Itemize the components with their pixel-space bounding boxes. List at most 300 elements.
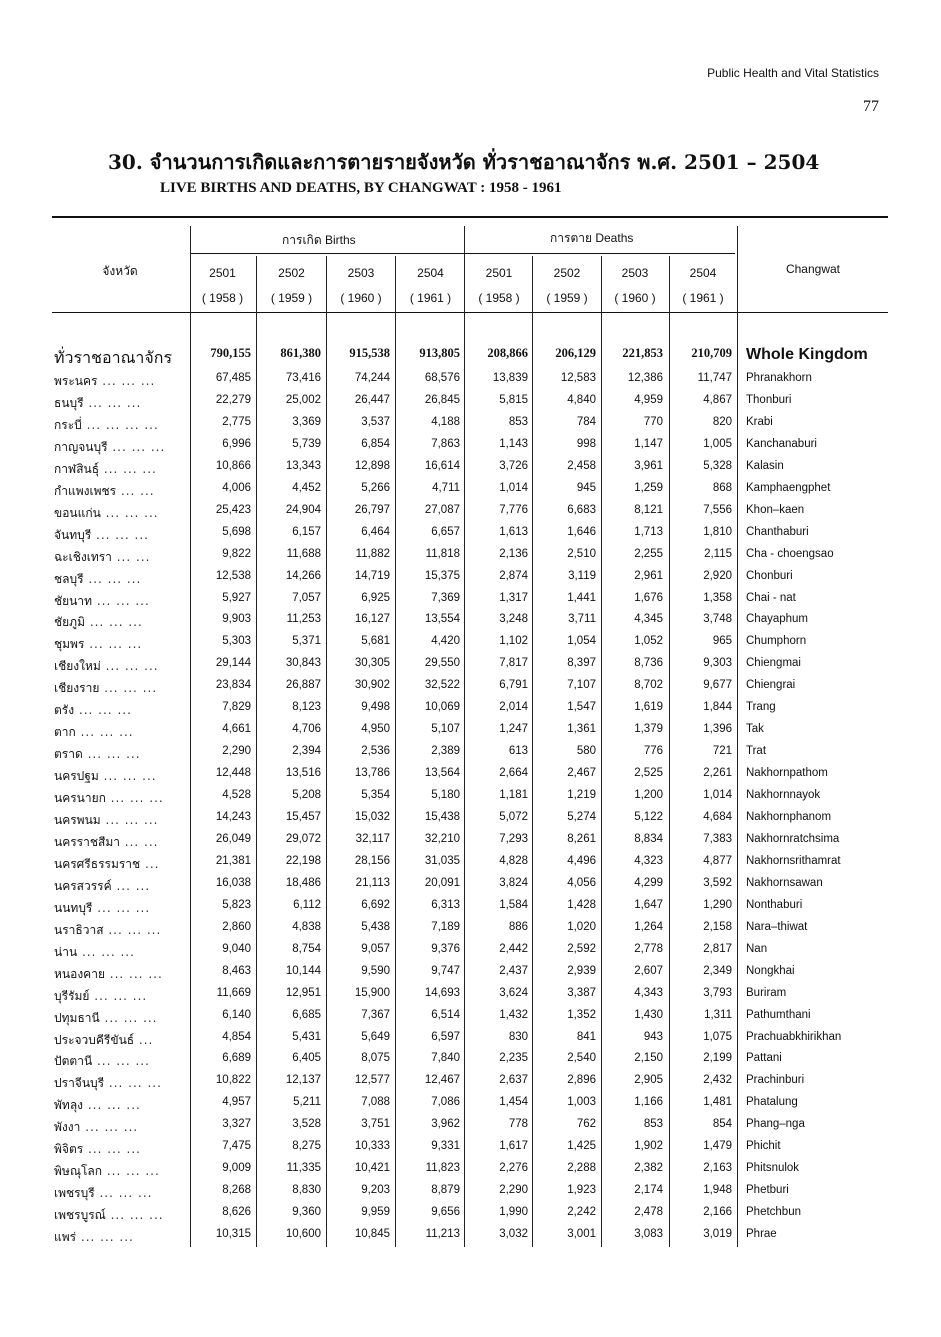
births-cell: 9,360 — [292, 1206, 321, 1219]
leader-dots: ... ... ... — [107, 439, 166, 454]
births-cell: 15,457 — [285, 811, 321, 823]
leader-dots: ... ... ... — [85, 615, 143, 630]
deaths-cell: 945 — [576, 481, 596, 494]
row-label-thai — [54, 460, 186, 479]
deaths-cell: 1,290 — [703, 898, 732, 911]
births-cell: 11,335 — [286, 1162, 321, 1175]
year-header-ce: ( 1959 ) — [546, 291, 588, 305]
births-cell: 5,371 — [292, 635, 321, 648]
table-row — [0, 372, 941, 394]
row-label-thai — [54, 1206, 186, 1225]
births-cell: 7,840 — [431, 1052, 460, 1065]
row-label-thai — [54, 943, 186, 962]
row-label-thai — [54, 987, 186, 1006]
row-label-english: Trang — [746, 701, 776, 714]
year-header-be: 2503 — [347, 266, 375, 280]
births-cell: 21,381 — [215, 854, 251, 867]
table-row — [0, 592, 941, 614]
deaths-cell: 7,776 — [499, 503, 528, 516]
row-label-english: Krabi — [746, 415, 773, 428]
births-cell: 6,854 — [361, 437, 390, 450]
deaths-cell: 1,479 — [703, 1140, 732, 1153]
deaths-cell: 7,107 — [567, 679, 596, 692]
row-label-english: Nakhornnayok — [746, 789, 821, 802]
table-title-thai: 30. จำนวนการเกิดและการตายรายจังหวัด ทั่วราชอาณาจักร พ.ศ. 2501 – 2504 — [108, 150, 820, 174]
births-cell: 14,719 — [354, 569, 390, 582]
leader-dots: ... ... ... — [92, 900, 151, 915]
changwat-name-thai: ตรัง — [54, 703, 75, 718]
births-cell: 7,829 — [222, 701, 251, 714]
changwat-name-thai: ธนบุรี — [54, 395, 84, 410]
births-cell: 6,692 — [361, 898, 390, 911]
deaths-cell: 1,619 — [634, 701, 663, 714]
births-cell: 5,431 — [292, 1030, 321, 1043]
deaths-cell: 2,276 — [499, 1162, 528, 1175]
births-cell: 27,087 — [424, 503, 460, 516]
table-row — [0, 416, 941, 438]
deaths-cell: 1,054 — [567, 635, 596, 648]
table-row — [0, 394, 941, 416]
births-cell: 3,369 — [292, 415, 321, 428]
births-cell: 5,438 — [361, 920, 390, 933]
deaths-cell: 1,147 — [634, 437, 663, 450]
births-cell: 5,208 — [292, 789, 321, 802]
births-cell: 15,438 — [424, 811, 460, 823]
deaths-cell: 1,264 — [634, 920, 663, 933]
leader-dots: ... ... ... — [83, 395, 142, 410]
deaths-cell: 9,303 — [703, 657, 732, 670]
changwat-name-thai: กระบี่ — [54, 417, 82, 432]
deaths-cell: 1,810 — [703, 525, 732, 538]
row-label-english: Phranakhorn — [746, 372, 812, 384]
deaths-cell: 3,119 — [568, 569, 596, 582]
births-cell: 5,180 — [431, 789, 460, 802]
deaths-cell: 3,961 — [634, 459, 663, 472]
births-cell: 13,564 — [424, 767, 460, 780]
row-label-english: Chayaphum — [746, 613, 809, 626]
changwat-name-thai: ตาก — [54, 725, 76, 740]
births-cell: 8,075 — [361, 1052, 390, 1065]
births-cell: 67,485 — [215, 372, 251, 384]
births-cell: 5,107 — [431, 723, 460, 736]
leader-dots: ... ... — [116, 483, 155, 498]
deaths-cell: 7,383 — [703, 832, 732, 845]
deaths-cell: 2,115 — [704, 547, 732, 560]
deaths-cell: 2,014 — [499, 701, 528, 714]
row-label-english: Chiengrai — [746, 679, 796, 692]
births-cell: 16,614 — [424, 459, 460, 472]
births-cell: 14,693 — [424, 986, 460, 999]
births-cell: 74,244 — [354, 372, 390, 384]
births-cell: 11,688 — [286, 547, 321, 560]
deaths-cell: 4,828 — [499, 854, 528, 867]
leader-dots: ... ... ... — [104, 966, 163, 981]
deaths-cell: 5,072 — [499, 811, 528, 823]
deaths-cell: 13,839 — [492, 372, 528, 384]
table-row — [0, 1184, 941, 1206]
deaths-cell: 776 — [643, 745, 663, 758]
births-cell: 5,927 — [222, 591, 251, 604]
year-header-ce: ( 1959 ) — [270, 291, 313, 305]
leader-dots: ... ... — [111, 878, 151, 893]
row-label-thai — [54, 811, 186, 830]
changwat-name-thai: ตราด — [54, 747, 83, 762]
deaths-cell: 1,379 — [634, 723, 663, 736]
births-cell: 11,213 — [425, 1228, 460, 1241]
table-row — [0, 965, 941, 987]
leader-dots: ... — [140, 856, 160, 871]
deaths-cell: 721 — [712, 745, 732, 758]
column-header-changwat-thai: จังหวัด — [102, 264, 138, 278]
births-cell: 6,514 — [431, 1008, 460, 1021]
year-header-ce: ( 1960 ) — [614, 291, 656, 305]
row-label-english: Khon–kaen — [746, 503, 805, 516]
births-cell: 9,376 — [431, 942, 460, 955]
row-label-thai — [54, 592, 186, 611]
deaths-cell: 1,584 — [499, 898, 528, 911]
births-cell: 8,626 — [222, 1206, 251, 1219]
row-label-english: Prachuabkhirikhan — [746, 1030, 842, 1043]
leader-dots: ... ... ... — [82, 747, 141, 762]
deaths-cell: 3,793 — [703, 986, 732, 999]
births-cell: 5,698 — [222, 525, 251, 538]
year-header-be: 2503 — [621, 266, 649, 280]
row-label-thai — [54, 679, 186, 698]
deaths-cell: 4,323 — [634, 854, 663, 867]
births-cell: 4,706 — [292, 723, 321, 736]
births-cell: 9,656 — [431, 1206, 460, 1219]
changwat-name-thai: ทั่วราชอาณาจักร — [54, 348, 173, 367]
row-label-thai — [54, 899, 186, 918]
leader-dots: ... ... ... — [94, 1186, 153, 1201]
table-row — [0, 833, 941, 855]
changwat-name-thai: ชลบุรี — [54, 571, 84, 586]
births-cell: 14,243 — [215, 811, 251, 823]
changwat-name-thai: ชุมพร — [54, 637, 85, 652]
births-cell: 9,822 — [222, 547, 251, 560]
births-cell: 5,211 — [293, 1096, 321, 1109]
row-label-english: Pattani — [746, 1052, 782, 1065]
deaths-cell: 4,496 — [567, 854, 596, 867]
deaths-cell: 830 — [508, 1030, 528, 1043]
row-label-thai — [54, 789, 186, 808]
row-label-thai — [54, 416, 186, 435]
leader-dots: ... ... ... — [80, 1120, 139, 1135]
table-row — [0, 1140, 941, 1162]
births-cell: 2,775 — [222, 415, 251, 428]
births-cell: 30,305 — [354, 657, 390, 670]
table-row — [0, 767, 941, 789]
births-cell: 6,925 — [361, 591, 390, 604]
deaths-cell: 7,293 — [499, 832, 528, 845]
deaths-cell: 2,896 — [567, 1074, 596, 1087]
deaths-cell: 965 — [712, 635, 732, 648]
births-cell: 10,822 — [215, 1074, 251, 1087]
births-cell: 9,498 — [361, 701, 390, 714]
deaths-cell: 4,877 — [703, 854, 732, 867]
deaths-cell: 9,677 — [703, 679, 732, 692]
deaths-cell: 5,328 — [703, 459, 732, 472]
leader-dots: ... ... ... — [97, 374, 156, 388]
deaths-cell: 4,343 — [634, 986, 663, 999]
births-cell: 9,331 — [431, 1140, 460, 1153]
row-label-english: Pathumthani — [746, 1008, 811, 1021]
changwat-name-thai: แพร่ — [54, 1230, 77, 1245]
deaths-cell: 206,129 — [555, 346, 596, 360]
births-cell: 18,486 — [285, 876, 321, 889]
table-row — [0, 1096, 941, 1118]
deaths-cell: 2,290 — [499, 1184, 528, 1197]
deaths-cell: 1,396 — [703, 723, 732, 736]
births-cell: 11,669 — [216, 986, 251, 999]
births-cell: 10,333 — [354, 1140, 390, 1153]
row-label-english: Phetchbun — [746, 1206, 801, 1219]
row-label-thai — [54, 504, 186, 523]
births-cell: 8,275 — [292, 1140, 321, 1153]
row-label-thai — [54, 1162, 186, 1181]
year-header-be: 2502 — [553, 266, 581, 280]
deaths-cell: 2,261 — [703, 767, 732, 780]
deaths-cell: 1,005 — [703, 437, 732, 450]
births-cell: 5,681 — [361, 635, 390, 648]
births-cell: 13,516 — [285, 767, 321, 780]
births-cell: 7,086 — [431, 1096, 460, 1109]
deaths-cell: 3,726 — [499, 459, 528, 472]
births-cell: 16,038 — [215, 876, 251, 889]
deaths-cell: 853 — [643, 1118, 663, 1131]
births-cell: 9,903 — [222, 613, 251, 626]
table-row — [0, 1162, 941, 1184]
row-label-english: Nakhornpathom — [746, 767, 828, 780]
births-cell: 10,866 — [215, 459, 251, 472]
year-header-ce: ( 1961 ) — [682, 291, 724, 305]
deaths-cell: 2,136 — [499, 547, 528, 560]
changwat-name-thai: นครนายก — [54, 791, 106, 806]
births-cell: 7,369 — [431, 591, 460, 604]
leader-dots: ... ... — [111, 549, 151, 564]
row-label-thai — [54, 570, 186, 589]
births-cell: 4,661 — [222, 723, 251, 736]
births-cell: 3,528 — [292, 1118, 321, 1131]
group-header-births: การเกิด Births — [282, 233, 356, 247]
row-label-english: Nakhornphanom — [746, 811, 832, 823]
deaths-cell: 2,920 — [703, 569, 732, 582]
table-row — [0, 635, 941, 657]
changwat-name-thai: ปัตตานี — [54, 1054, 93, 1069]
table-row — [0, 460, 941, 482]
row-label-thai — [54, 965, 186, 984]
year-header-be: 2502 — [278, 266, 305, 280]
deaths-cell: 2,166 — [703, 1206, 732, 1219]
row-label-english: Kamphaengphet — [746, 481, 831, 494]
deaths-cell: 1,948 — [703, 1184, 732, 1197]
births-cell: 6,112 — [293, 898, 321, 911]
deaths-cell: 2,242 — [567, 1206, 596, 1219]
row-label-english: Nongkhai — [746, 964, 795, 977]
births-cell: 10,845 — [354, 1228, 390, 1241]
table-top-rule — [52, 216, 888, 218]
row-label-english: Nakhornsawan — [746, 876, 823, 889]
deaths-cell: 784 — [576, 415, 596, 428]
row-label-english: Chonburi — [746, 569, 793, 582]
leader-dots: ... ... ... — [91, 527, 149, 542]
table-row — [0, 1009, 941, 1031]
row-label-english: Tak — [746, 723, 764, 736]
changwat-name-thai: พระนคร — [54, 374, 98, 388]
births-cell: 12,137 — [285, 1074, 321, 1087]
births-cell: 30,843 — [285, 657, 321, 670]
table-row — [0, 1118, 941, 1140]
deaths-cell: 2,163 — [703, 1162, 732, 1175]
changwat-name-thai: ชัยภูมิ — [54, 615, 85, 630]
births-cell: 2,290 — [222, 745, 251, 758]
births-cell: 10,144 — [285, 964, 321, 977]
deaths-cell: 208,866 — [487, 346, 528, 360]
row-label-english: Prachinburi — [746, 1074, 805, 1087]
deaths-cell: 1,441 — [567, 591, 596, 604]
births-cell: 32,522 — [424, 679, 460, 692]
births-cell: 28,156 — [354, 854, 390, 867]
changwat-name-thai: เชียงราย — [54, 681, 100, 696]
row-label-thai — [54, 833, 186, 852]
deaths-cell: 3,248 — [499, 613, 528, 626]
row-label-english: Chanthaburi — [746, 525, 809, 538]
deaths-cell: 2,961 — [634, 569, 663, 582]
births-cell: 16,127 — [354, 613, 390, 626]
births-cell: 12,951 — [285, 986, 321, 999]
deaths-cell: 1,259 — [634, 481, 663, 494]
leader-dots: ... ... ... — [84, 637, 143, 652]
births-cell: 6,157 — [292, 525, 321, 538]
table-row — [0, 1228, 941, 1250]
deaths-cell: 1,014 — [703, 789, 732, 802]
births-cell: 15,375 — [424, 569, 460, 582]
deaths-cell: 580 — [576, 745, 596, 758]
deaths-cell: 1,075 — [703, 1030, 732, 1043]
births-cell: 10,069 — [424, 701, 460, 714]
births-cell: 915,538 — [349, 346, 390, 360]
changwat-name-thai: นครราชสีมา — [54, 834, 120, 849]
deaths-cell: 1,923 — [567, 1184, 596, 1197]
row-label-english: Thonburi — [746, 393, 792, 406]
deaths-cell: 1,219 — [567, 789, 596, 802]
deaths-cell: 1,428 — [567, 898, 596, 911]
births-cell: 26,447 — [354, 393, 390, 406]
deaths-cell: 6,683 — [567, 503, 596, 516]
changwat-name-thai: นนทบุรี — [54, 900, 93, 915]
table-row — [0, 482, 941, 504]
table-title-english: LIVE BIRTHS AND DEATHS, BY CHANGWAT : 1958 - 1961 — [160, 180, 562, 196]
births-cell: 9,040 — [222, 942, 251, 955]
row-label-thai — [54, 635, 186, 654]
deaths-cell: 7,556 — [703, 503, 732, 516]
births-cell: 12,898 — [354, 459, 390, 472]
deaths-cell: 1,425 — [567, 1140, 596, 1153]
deaths-cell: 998 — [576, 437, 596, 450]
row-label-thai — [54, 921, 186, 940]
table-row — [0, 811, 941, 833]
births-cell: 4,188 — [431, 415, 460, 428]
births-cell: 3,537 — [361, 415, 390, 428]
births-cell: 4,838 — [292, 920, 321, 933]
births-cell: 790,155 — [210, 346, 251, 360]
births-cell: 73,416 — [285, 372, 321, 384]
births-cell: 68,576 — [424, 372, 460, 384]
deaths-cell: 3,624 — [499, 986, 528, 999]
row-label-thai — [54, 1140, 186, 1159]
births-cell: 4,452 — [292, 481, 321, 494]
year-header-be: 2504 — [417, 266, 444, 280]
row-label-thai — [54, 855, 186, 874]
table-row — [0, 548, 941, 570]
row-label-english: Phatalung — [746, 1096, 798, 1109]
row-label-english: Phitsnulok — [746, 1162, 800, 1175]
births-cell: 6,996 — [222, 437, 251, 450]
deaths-cell: 2,437 — [499, 964, 528, 977]
leader-dots: ... ... ... — [100, 505, 159, 520]
leader-dots: ... ... ... — [83, 1098, 141, 1113]
changwat-name-thai: นครศรีธรรมราช — [54, 856, 141, 871]
deaths-cell: 1,020 — [567, 920, 596, 933]
deaths-cell: 853 — [508, 415, 528, 428]
births-cell: 5,649 — [361, 1030, 390, 1043]
leader-dots: ... ... ... — [92, 1054, 150, 1069]
changwat-name-thai: ฉะเชิงเทรา — [54, 549, 112, 564]
leader-dots: ... ... ... ... — [81, 417, 159, 432]
deaths-cell: 1,317 — [499, 591, 528, 604]
deaths-cell: 4,959 — [634, 393, 663, 406]
header-subrule — [190, 253, 735, 254]
deaths-cell: 1,014 — [499, 481, 528, 494]
changwat-name-thai: นครปฐม — [54, 769, 99, 784]
births-cell: 10,315 — [215, 1228, 251, 1241]
deaths-cell: 4,345 — [634, 613, 663, 626]
deaths-cell: 8,702 — [634, 679, 663, 692]
deaths-cell: 1,617 — [499, 1140, 528, 1153]
births-cell: 4,528 — [222, 789, 251, 802]
births-cell: 22,279 — [215, 393, 251, 406]
births-cell: 6,657 — [431, 525, 460, 538]
births-cell: 9,057 — [361, 942, 390, 955]
deaths-cell: 2,874 — [499, 569, 528, 582]
deaths-cell: 1,102 — [499, 635, 528, 648]
deaths-cell: 2,199 — [703, 1052, 732, 1065]
deaths-cell: 2,349 — [703, 964, 732, 977]
row-label-english: Cha - choengsao — [746, 547, 834, 560]
row-label-thai — [54, 548, 186, 567]
row-label-english: Nonthaburi — [746, 898, 803, 911]
deaths-cell: 1,311 — [704, 1008, 732, 1021]
row-label-english: Nakhornsrithamrat — [746, 854, 841, 867]
deaths-cell: 841 — [576, 1030, 596, 1043]
deaths-cell: 3,592 — [703, 876, 732, 889]
deaths-cell: 2,607 — [634, 964, 663, 977]
births-cell: 2,536 — [361, 745, 390, 758]
deaths-cell: 1,430 — [634, 1008, 663, 1021]
births-cell: 8,879 — [431, 1184, 460, 1197]
deaths-cell: 1,352 — [567, 1008, 596, 1021]
births-cell: 29,144 — [215, 657, 251, 670]
deaths-cell: 1,481 — [703, 1096, 732, 1109]
row-label-english: Trat — [746, 745, 767, 758]
row-label-english: Chumphorn — [746, 635, 807, 648]
leader-dots: ... ... ... — [77, 944, 135, 959]
row-label-thai — [54, 482, 186, 501]
leader-dots: ... ... ... — [74, 703, 132, 718]
row-label-thai — [54, 1052, 186, 1071]
deaths-cell: 3,711 — [568, 613, 596, 626]
leader-dots: ... ... ... — [83, 1142, 141, 1157]
